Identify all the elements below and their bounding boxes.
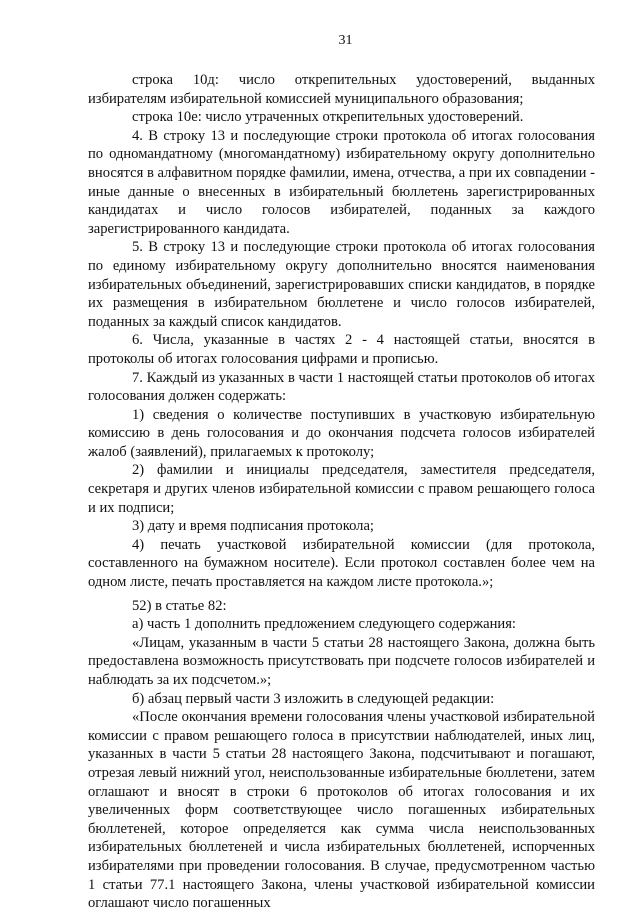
list-item-2: 2) фамилии и инициалы председателя, заместителя председателя, секретаря и других членов избирательной комиссии с правом решающего голоса и их подписи; — [88, 462, 595, 516]
amendment-subitem-a: а) часть 1 дополнить предложением следующего содержания: — [132, 616, 516, 633]
amendment-quote-b: «После окончания времени голосования члены участковой избирательной комиссии с правом решающего голоса в присутствии наблюдателей, иных лиц, указанных в части 5 статьи 28 настоящего Закона, подсчитывают и погашают, отрезая левый нижний угол, неиспользованные избирательные бюллетени, затем оглашают и вносят в строки 6 протоколов об итогах голосования и их увеличенных форм соответствующее число погашенных избирательных бюллетеней, которое определяется как сумма числа неиспользованных избирательных бюллетеней и числа избирательных бюллетеней, испорченных избирателями при проведении голосования. В случае, предусмотренном частью 1 статьи 77.1 настоящего Закона, члены участковой избирательной комиссии оглашают число погашенных — [88, 709, 595, 912]
amendment-subitem-b: б) абзац первый части 3 изложить в следующей редакции: — [132, 690, 495, 707]
paragraph-part-5: 5. В строку 13 и последующие строки протокола об итогах голосования по единому избирательному округу дополнительно вносятся наименования избирательных объединений, зарегистрировавших списки кандидатов, в порядке их размещения в избирательном бюллетене и число голосов избирателей, поданных за каждый список кандидатов. — [88, 239, 595, 330]
list-item-4: 4) печать участковой избирательной комиссии (для протокола, составленного на бумажном носителе). Если протокол составлен более чем на одном листе, печать проставляется на каждом листе протокола.»; — [88, 536, 595, 591]
paragraph-part-4: 4. В строку 13 и последующие строки протокола об итогах голосования по одномандатному (многомандатному) избирательному округу дополнительно вносятся в алфавитном порядке фамилии, имена, отчества, а при их совпадении - иные данные о внесенных в избирательный бюллетень зарегистрированных кандидатах и число голосов избирателей, поданных за каждого зарегистрированного кандидата. — [88, 127, 596, 237]
list-item-3: 3) дату и время подписания протокола; — [132, 518, 374, 535]
amendment-quote-a: «Лицам, указанным в части 5 статьи 28 настоящего Закона, должна быть предоставлена возможность присутствовать при подсчете голосов избирателей и наблюдать за их подсчетом.»; — [88, 634, 595, 688]
paragraph-line-10e: строка 10е: число утраченных открепительных удостоверений. — [132, 109, 524, 126]
paragraph-line-10d: строка 10д: число открепительных удостоверений, выданных избирателям избирательной комиссией муниципального образования; — [88, 72, 595, 107]
paragraph-part-7: 7. Каждый из указанных в части 1 настоящей статьи протоколов об итогах голосования должен содержать: — [88, 369, 595, 405]
page-number: 31 — [338, 33, 353, 48]
paragraph-part-6: 6. Числа, указанные в частях 2 - 4 настоящей статьи, вносятся в протоколы об итогах голосования цифрами и прописью. — [88, 332, 595, 367]
list-item-1: 1) сведения о количестве поступивших в участковую избирательную комиссию в день голосования и до окончания подсчета голосов избирателей жалоб (заявлений), прилагаемых к протоколу; — [88, 406, 595, 460]
amendment-item-52: 52) в статье 82: — [132, 597, 227, 614]
